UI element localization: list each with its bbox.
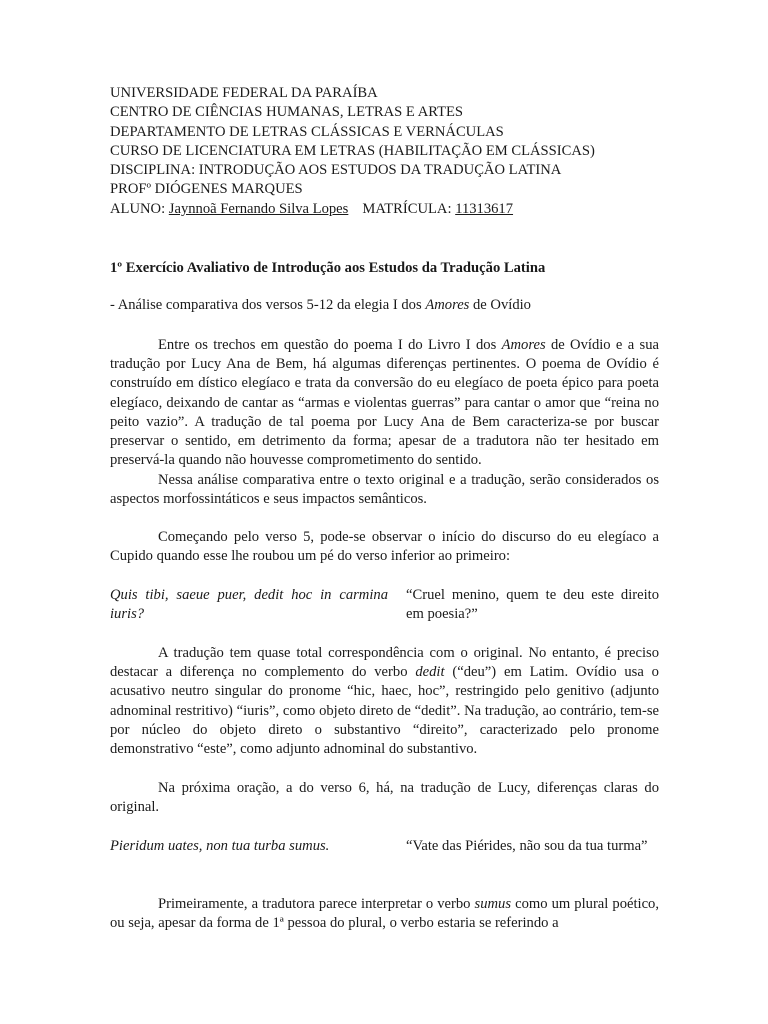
paragraph-2: Nessa análise comparativa entre o texto original e a tradução, serão considerados os aspectos morfossintáticos e seus impactos semânticos. bbox=[110, 472, 659, 508]
latin-verse-6: Pieridum uates, non tua turba sumus. bbox=[110, 838, 330, 854]
student-name: Jaynnoã Fernando Silva Lopes bbox=[168, 200, 349, 217]
paragraph-1-emphasis: Amores bbox=[501, 337, 546, 353]
paragraph-1 bbox=[110, 336, 659, 470]
subtitle-emphasis: Amores bbox=[425, 297, 470, 313]
paragraph-6-emphasis: sumus bbox=[474, 896, 512, 912]
paragraph-6-text-end: como um plural poético, ou seja, apesar da forma de 1ª pessoa do plural, o verbo estaria se referindo a bbox=[110, 896, 660, 932]
translation-verse-5: “Cruel menino, quem te deu este direito em poesia?” bbox=[406, 587, 659, 623]
department-name: DEPARTAMENTO DE LETRAS CLÁSSICAS E VERNÁCULAS bbox=[110, 123, 504, 140]
translation-verse-6: “Vate das Piérides, não sou da tua turma” bbox=[406, 838, 648, 854]
document-header bbox=[110, 84, 595, 219]
student-line bbox=[110, 200, 595, 219]
student-label: ALUNO: bbox=[110, 200, 169, 217]
paragraph-4-text-end: (“deu”) em Latim. Ovídio usa o acusativo neutro singular do pronome “hic, haec, hoc”, restringido pelo genitivo (adjunto adnominal restritivo) “iuris”, como objeto direto de “dedit”. Na tradução, ao contrário, tem-se por núcleo do objeto direto o substantivo “direito”, caracterizado pelo pronome demonstrativo “este”, como adjunto adnominal do substantivo. bbox=[110, 664, 659, 758]
paragraph-1-text-end: de Ovídio e a sua tradução por Lucy Ana de Bem, há algumas diferenças pertinentes. O poema de Ovídio é construído em dístico elegíaco e trata da conversão do eu elegíaco de poeta épico para poeta elegíaco, deixando de cantar as “armas e violentas guerras” para cantar o amor que “reina no peito vazio”. A tradução de tal poema por Lucy Ana de Bem caracteriza-se por buscar preservar o sentido, em detrimento da forma; apesar de a tradutora não ter hesitado em preservá-la quando não houvesse comprometimento do sentido. bbox=[110, 337, 659, 469]
subtitle-text: - Análise comparativa dos versos 5-12 da elegia I dos bbox=[110, 297, 426, 313]
registration-number: 11313617 bbox=[455, 200, 514, 217]
course-name: CURSO DE LICENCIATURA EM LETRAS (HABILITAÇÃO EM CLÁSSICAS) bbox=[110, 142, 595, 159]
paragraph-3: Começando pelo verso 5, pode-se observar o início do discurso do eu elegíaco a Cupido quando esse lhe roubou um pé do verso inferior ao primeiro: bbox=[110, 529, 659, 565]
subtitle-text-end: de Ovídio bbox=[469, 297, 531, 313]
paragraph-4 bbox=[110, 644, 659, 759]
exercise-title: 1º Exercício Avaliativo de Introdução aos Estudos da Tradução Latina bbox=[110, 260, 546, 276]
latin-verse-5: Quis tibi, saeue puer, dedit hoc in carmina iuris? bbox=[110, 587, 388, 623]
paragraph-4-emphasis: dedit bbox=[415, 664, 445, 681]
paragraph-1-text: Entre os trechos em questão do poema I do Livro I dos bbox=[158, 337, 502, 353]
university-name: UNIVERSIDADE FEDERAL DA PARAÍBA bbox=[110, 85, 378, 101]
paragraph-5: Na próxima oração, a do verso 6, há, na tradução de Lucy, diferenças claras do original. bbox=[110, 780, 659, 816]
professor-name: PROFº DIÓGENES MARQUES bbox=[110, 181, 303, 198]
discipline-name: DISCIPLINA: INTRODUÇÃO AOS ESTUDOS DA TRADUÇÃO LATINA bbox=[110, 162, 562, 179]
paragraph-6 bbox=[110, 895, 659, 933]
paragraph-6-text: Primeiramente, a tradutora parece interpretar o verbo bbox=[158, 896, 475, 912]
center-name: CENTRO DE CIÊNCIAS HUMANAS, LETRAS E ARTES bbox=[110, 104, 464, 121]
exercise-subtitle bbox=[110, 297, 531, 314]
registration-label: MATRÍCULA: bbox=[362, 200, 456, 217]
paragraph-4-text: A tradução tem quase total correspondência com o original. No entanto, é preciso destacar a diferença no complemento do verbo bbox=[110, 645, 659, 681]
